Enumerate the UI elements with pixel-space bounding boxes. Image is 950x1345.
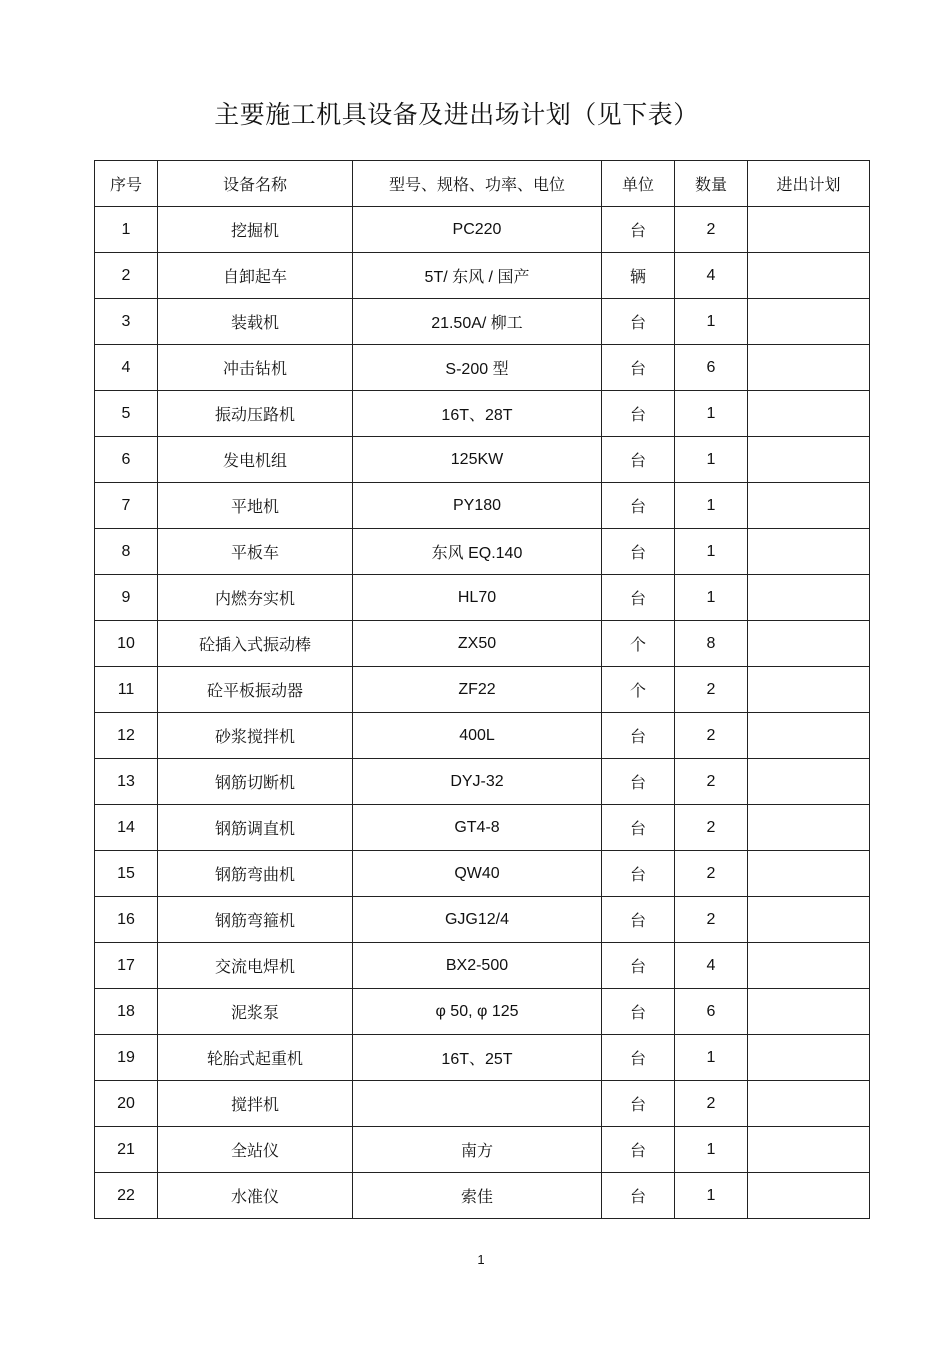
cell-seq: 2: [95, 253, 158, 299]
cell-seq: 7: [95, 483, 158, 529]
cell-spec: 索佳: [353, 1173, 602, 1219]
cell-unit: 台: [602, 1173, 675, 1219]
cell-plan: [748, 1173, 870, 1219]
cell-quantity: 1: [675, 1173, 748, 1219]
cell-spec: φ 50, φ 125: [353, 989, 602, 1035]
cell-plan: [748, 989, 870, 1035]
cell-quantity: 1: [675, 1127, 748, 1173]
cell-equipment-name: 冲击钻机: [158, 345, 353, 391]
header-unit: 单位: [602, 161, 675, 207]
table-row: [95, 529, 870, 575]
table-row: [95, 437, 870, 483]
cell-equipment-name: 钢筋切断机: [158, 759, 353, 805]
cell-plan: [748, 667, 870, 713]
cell-quantity: 6: [675, 345, 748, 391]
cell-equipment-name: 泥浆泵: [158, 989, 353, 1035]
cell-unit: 台: [602, 851, 675, 897]
cell-quantity: 1: [675, 391, 748, 437]
cell-equipment-name: 内燃夯实机: [158, 575, 353, 621]
cell-seq: 13: [95, 759, 158, 805]
cell-equipment-name: 搅拌机: [158, 1081, 353, 1127]
table-header-row: [95, 161, 870, 207]
cell-spec: PY180: [353, 483, 602, 529]
cell-quantity: 4: [675, 253, 748, 299]
cell-unit: 台: [602, 1035, 675, 1081]
cell-equipment-name: 挖掘机: [158, 207, 353, 253]
table-row: [95, 667, 870, 713]
cell-quantity: 2: [675, 805, 748, 851]
cell-seq: 14: [95, 805, 158, 851]
cell-plan: [748, 851, 870, 897]
cell-unit: 台: [602, 207, 675, 253]
table-row: [95, 897, 870, 943]
cell-unit: 台: [602, 483, 675, 529]
cell-quantity: 2: [675, 759, 748, 805]
cell-plan: [748, 391, 870, 437]
cell-spec: [353, 1081, 602, 1127]
cell-quantity: 2: [675, 1081, 748, 1127]
cell-plan: [748, 621, 870, 667]
cell-plan: [748, 253, 870, 299]
cell-quantity: 1: [675, 529, 748, 575]
cell-spec: 125KW: [353, 437, 602, 483]
table-row: [95, 805, 870, 851]
cell-seq: 16: [95, 897, 158, 943]
cell-spec: HL70: [353, 575, 602, 621]
cell-equipment-name: 钢筋弯箍机: [158, 897, 353, 943]
table-row: [95, 299, 870, 345]
cell-equipment-name: 平地机: [158, 483, 353, 529]
cell-seq: 15: [95, 851, 158, 897]
cell-equipment-name: 装载机: [158, 299, 353, 345]
table-row: [95, 207, 870, 253]
cell-seq: 8: [95, 529, 158, 575]
cell-plan: [748, 575, 870, 621]
table-row: [95, 759, 870, 805]
header-name: 设备名称: [158, 161, 353, 207]
table-row: [95, 253, 870, 299]
cell-seq: 20: [95, 1081, 158, 1127]
cell-equipment-name: 发电机组: [158, 437, 353, 483]
cell-spec: BX2-500: [353, 943, 602, 989]
cell-plan: [748, 207, 870, 253]
cell-plan: [748, 529, 870, 575]
table-row: [95, 1081, 870, 1127]
cell-spec: ZF22: [353, 667, 602, 713]
table-row: [95, 345, 870, 391]
cell-unit: 个: [602, 621, 675, 667]
cell-unit: 台: [602, 897, 675, 943]
cell-equipment-name: 砼插入式振动棒: [158, 621, 353, 667]
cell-plan: [748, 1035, 870, 1081]
cell-equipment-name: 自卸起车: [158, 253, 353, 299]
equipment-table: [94, 160, 870, 1219]
table-row: [95, 989, 870, 1035]
table-row: [95, 483, 870, 529]
cell-equipment-name: 全站仪: [158, 1127, 353, 1173]
cell-seq: 10: [95, 621, 158, 667]
cell-quantity: 1: [675, 483, 748, 529]
cell-seq: 21: [95, 1127, 158, 1173]
cell-spec: ZX50: [353, 621, 602, 667]
cell-quantity: 6: [675, 989, 748, 1035]
cell-spec: 南方: [353, 1127, 602, 1173]
document-title: 主要施工机具设备及进出场计划（见下表）: [214, 100, 699, 129]
cell-spec: GJG12/4: [353, 897, 602, 943]
cell-plan: [748, 713, 870, 759]
cell-plan: [748, 437, 870, 483]
table-row: [95, 943, 870, 989]
cell-unit: 台: [602, 575, 675, 621]
cell-spec: PC220: [353, 207, 602, 253]
cell-unit: 台: [602, 805, 675, 851]
cell-plan: [748, 483, 870, 529]
cell-equipment-name: 钢筋弯曲机: [158, 851, 353, 897]
cell-quantity: 1: [675, 1035, 748, 1081]
header-seq: 序号: [95, 161, 158, 207]
cell-seq: 3: [95, 299, 158, 345]
cell-quantity: 2: [675, 713, 748, 759]
cell-seq: 5: [95, 391, 158, 437]
table-row: [95, 391, 870, 437]
cell-plan: [748, 1081, 870, 1127]
page-number: 1: [477, 1252, 485, 1267]
cell-seq: 1: [95, 207, 158, 253]
cell-plan: [748, 759, 870, 805]
cell-equipment-name: 轮胎式起重机: [158, 1035, 353, 1081]
cell-spec: 21.50A/ 柳工: [353, 299, 602, 345]
cell-equipment-name: 平板车: [158, 529, 353, 575]
cell-plan: [748, 299, 870, 345]
cell-seq: 22: [95, 1173, 158, 1219]
cell-plan: [748, 345, 870, 391]
cell-spec: 东风 EQ.140: [353, 529, 602, 575]
cell-quantity: 2: [675, 897, 748, 943]
cell-quantity: 1: [675, 575, 748, 621]
cell-unit: 台: [602, 529, 675, 575]
cell-plan: [748, 805, 870, 851]
cell-quantity: 1: [675, 437, 748, 483]
header-spec: 型号、规格、功率、电位: [353, 161, 602, 207]
cell-spec: GT4-8: [353, 805, 602, 851]
cell-quantity: 8: [675, 621, 748, 667]
cell-spec: 16T、28T: [353, 391, 602, 437]
cell-equipment-name: 砂浆搅拌机: [158, 713, 353, 759]
cell-quantity: 2: [675, 667, 748, 713]
cell-unit: 台: [602, 989, 675, 1035]
cell-unit: 台: [602, 1081, 675, 1127]
cell-spec: 400L: [353, 713, 602, 759]
table-row: [95, 1173, 870, 1219]
cell-plan: [748, 1127, 870, 1173]
cell-unit: 台: [602, 437, 675, 483]
cell-unit: 台: [602, 759, 675, 805]
cell-quantity: 4: [675, 943, 748, 989]
table-row: [95, 1035, 870, 1081]
cell-quantity: 1: [675, 299, 748, 345]
header-plan: 进出计划: [748, 161, 870, 207]
cell-spec: S-200 型: [353, 345, 602, 391]
cell-quantity: 2: [675, 207, 748, 253]
cell-quantity: 2: [675, 851, 748, 897]
cell-seq: 6: [95, 437, 158, 483]
cell-spec: 16T、25T: [353, 1035, 602, 1081]
cell-seq: 11: [95, 667, 158, 713]
table-body: [95, 207, 870, 1219]
cell-unit: 辆: [602, 253, 675, 299]
cell-spec: QW40: [353, 851, 602, 897]
table-row: [95, 713, 870, 759]
cell-equipment-name: 振动压路机: [158, 391, 353, 437]
cell-spec: DYJ-32: [353, 759, 602, 805]
cell-seq: 19: [95, 1035, 158, 1081]
cell-unit: 个: [602, 667, 675, 713]
table-row: [95, 575, 870, 621]
cell-unit: 台: [602, 943, 675, 989]
cell-seq: 4: [95, 345, 158, 391]
table-row: [95, 1127, 870, 1173]
table-row: [95, 851, 870, 897]
cell-seq: 18: [95, 989, 158, 1035]
cell-unit: 台: [602, 713, 675, 759]
cell-seq: 9: [95, 575, 158, 621]
cell-seq: 12: [95, 713, 158, 759]
table-row: [95, 621, 870, 667]
cell-unit: 台: [602, 299, 675, 345]
cell-plan: [748, 943, 870, 989]
cell-spec: 5T/ 东风 / 国产: [353, 253, 602, 299]
header-qty: 数量: [675, 161, 748, 207]
cell-unit: 台: [602, 1127, 675, 1173]
cell-unit: 台: [602, 391, 675, 437]
cell-plan: [748, 897, 870, 943]
cell-unit: 台: [602, 345, 675, 391]
cell-equipment-name: 水准仪: [158, 1173, 353, 1219]
cell-equipment-name: 交流电焊机: [158, 943, 353, 989]
cell-equipment-name: 砼平板振动器: [158, 667, 353, 713]
cell-equipment-name: 钢筋调直机: [158, 805, 353, 851]
cell-seq: 17: [95, 943, 158, 989]
